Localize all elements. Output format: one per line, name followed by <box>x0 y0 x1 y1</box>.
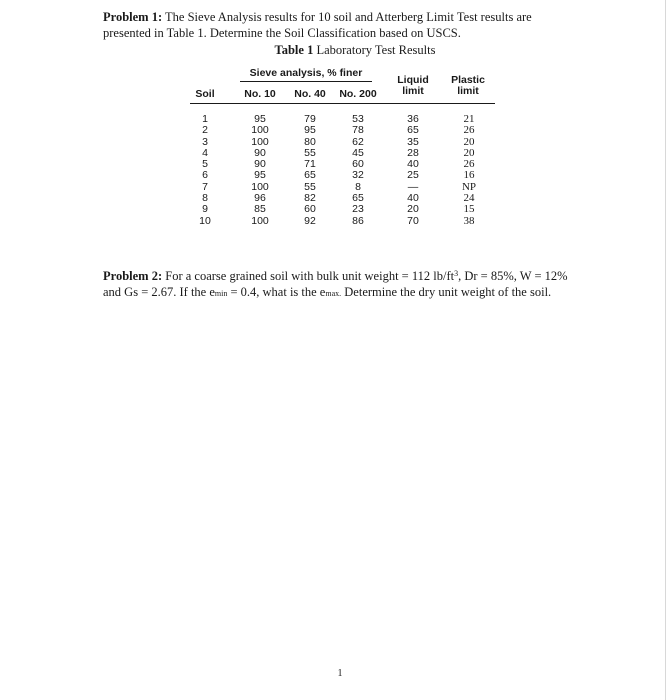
table-cell: 7 <box>202 180 208 193</box>
table-cell: NP <box>461 180 477 193</box>
table-cell: 16 <box>463 169 475 182</box>
table-cell: 80 <box>304 135 316 148</box>
table-cell: 28 <box>407 146 419 159</box>
header-liquid-limit <box>390 75 436 97</box>
table-cell: 70 <box>407 214 419 227</box>
column-soil <box>190 114 220 227</box>
table-cell: 95 <box>304 124 316 137</box>
table-cell: 60 <box>352 158 364 171</box>
problem-1-label: Problem 1: <box>103 10 163 24</box>
table-cell: 100 <box>251 180 269 193</box>
table-cell: 9 <box>202 203 208 216</box>
table-cell: 55 <box>304 180 316 193</box>
table-cell: 65 <box>407 124 419 137</box>
cube-superscript: 3 <box>454 269 459 278</box>
column-liquid-limit <box>390 114 436 227</box>
table-cell: 90 <box>254 146 266 159</box>
table-cell: 15 <box>463 203 475 216</box>
table-cell: 100 <box>251 135 269 148</box>
table-cell: 40 <box>407 158 419 171</box>
table-cell: 90 <box>254 158 266 171</box>
table-cell: 23 <box>352 203 364 216</box>
table-cell: 86 <box>352 214 364 227</box>
header-liquid-line2: limit <box>402 85 424 97</box>
problem-2-label: Problem 2: <box>103 269 163 283</box>
table-cell: 6 <box>202 169 208 182</box>
lab-results-table <box>190 66 495 256</box>
header-plastic-line2: limit <box>457 85 479 97</box>
table-caption <box>200 43 510 58</box>
table-cell: 82 <box>304 192 316 205</box>
table-cell: 10 <box>199 214 211 227</box>
header-no200: No. 200 <box>339 88 377 100</box>
table-cell: 71 <box>304 158 316 171</box>
column-plastic-limit <box>447 114 491 227</box>
emax-subscript: max. <box>325 289 342 298</box>
table-cell: 55 <box>304 146 316 159</box>
column-no40 <box>288 114 332 227</box>
table-cell: 65 <box>304 169 316 182</box>
header-no10: No. 10 <box>244 88 276 100</box>
header-liquid-line1: Liquid <box>397 74 429 86</box>
table-cell: 95 <box>254 169 266 182</box>
problem-1-text: The Sieve Analysis results for 10 soil and Atterberg Limit Test results are presented in Table 1. Determine the Soil Classification based on USCS. <box>103 10 532 40</box>
table-cell: 60 <box>304 203 316 216</box>
table-cell: 25 <box>407 169 419 182</box>
header-soil: Soil <box>195 88 215 100</box>
header-plastic-line1: Plastic <box>451 74 485 86</box>
table-cell: 92 <box>304 214 316 227</box>
problem-2-text-1: For a coarse grained soil with bulk unit weight = 112 lb/ft <box>162 269 455 283</box>
table-cell: 26 <box>463 158 475 171</box>
problem-2-text-4: Determine the dry unit weight of the soil. <box>341 285 552 299</box>
table-cell: 20 <box>463 135 475 148</box>
table-caption-text: Laboratory Test Results <box>313 43 436 57</box>
table-cell: 8 <box>202 192 208 205</box>
table-cell: — <box>407 180 419 193</box>
table-cell: 5 <box>202 158 208 171</box>
table-cell: 26 <box>463 124 475 137</box>
table-cell: 24 <box>463 192 475 205</box>
header-plastic-limit <box>445 75 491 97</box>
table-cell: 100 <box>251 214 269 227</box>
table-cell: 38 <box>463 214 475 227</box>
table-cell: 32 <box>352 169 364 182</box>
header-rule <box>190 103 495 104</box>
table-cell: 62 <box>352 135 364 148</box>
table-cell: 79 <box>304 113 316 125</box>
table-cell: 85 <box>254 203 266 216</box>
column-no200 <box>335 114 381 227</box>
table-cell: 40 <box>407 192 419 205</box>
problem-2-paragraph <box>103 268 581 302</box>
table-cell: 95 <box>254 113 266 125</box>
column-no10 <box>238 114 282 227</box>
problem-2-text-3: = 0.4, what is the e <box>227 285 326 299</box>
table-cell: 8 <box>355 180 361 193</box>
table-cell: 45 <box>352 146 364 159</box>
header-no40: No. 40 <box>294 88 326 100</box>
table-cell: 3 <box>202 135 208 148</box>
problem-1-paragraph <box>103 9 581 41</box>
group-header-rule <box>240 81 372 82</box>
table-cell: 100 <box>251 124 269 137</box>
table-cell: 21 <box>463 113 475 125</box>
table-caption-label: Table 1 <box>274 43 314 57</box>
problem-2-text-2: , Dr = 85%, W = 12% and Gs = 2.67. If the e <box>103 269 568 299</box>
table-cell: 35 <box>407 135 419 148</box>
table-cell: 2 <box>202 124 208 137</box>
table-cell: 20 <box>463 146 475 159</box>
emin-subscript: min <box>214 289 228 298</box>
table-cell: 20 <box>407 203 419 216</box>
table-cell: 78 <box>352 124 364 137</box>
table-cell: 4 <box>202 146 208 159</box>
table-cell: 36 <box>407 113 419 125</box>
table-cell: 65 <box>352 192 364 205</box>
sieve-analysis-header: Sieve analysis, % finer <box>249 67 363 79</box>
table-cell: 96 <box>254 192 266 205</box>
table-cell: 1 <box>202 113 208 125</box>
table-cell: 53 <box>352 113 364 125</box>
page-number: 1 <box>337 668 343 679</box>
